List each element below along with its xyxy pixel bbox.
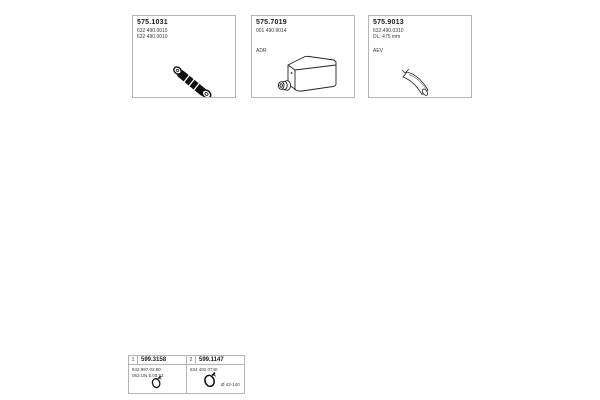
- part-code: 575.1031: [137, 19, 168, 26]
- clamp-icon: [149, 373, 164, 391]
- part-note: AEV: [373, 48, 384, 54]
- part-note: ADR: [256, 48, 267, 54]
- oe-reference: 001 490.9014: [256, 28, 287, 34]
- part-box-2: [251, 15, 355, 98]
- accessory-code: 599.3158: [141, 357, 167, 363]
- oe-reference: 063.UN.5.00.52: [132, 372, 164, 378]
- oe-reference: 632 490.0015: [137, 28, 168, 34]
- oe-reference: 942.997.02.80: [132, 367, 161, 372]
- oe-reference: 632.490.0310: [373, 28, 404, 34]
- silencer-icon: [252, 16, 354, 97]
- accessories-table: [128, 355, 245, 394]
- tail-pipe-icon: [369, 16, 471, 97]
- accessory-index: 1: [129, 356, 138, 364]
- dimension-note: DL: 475 mm: [373, 34, 401, 40]
- accessory-index: 2: [187, 356, 196, 364]
- part-box-1: [132, 15, 236, 98]
- clamp-icon: [201, 369, 219, 390]
- part-code: 575.7019: [256, 19, 287, 26]
- accessory-cell-2: [186, 356, 244, 393]
- part-box-3: [368, 15, 472, 98]
- accessory-header: [187, 356, 244, 365]
- accessory-code: 599.1147: [199, 357, 224, 363]
- oe-reference: 634 492 0740: [190, 367, 218, 372]
- accessory-header: [129, 356, 186, 365]
- part-code: 575.9013: [373, 19, 404, 26]
- clamp-diameter-label: Ø 42-140: [221, 382, 240, 387]
- oe-reference: 632 490.0010: [137, 34, 168, 40]
- accessory-cell-1: [129, 356, 186, 393]
- flex-pipe-icon: [133, 16, 235, 97]
